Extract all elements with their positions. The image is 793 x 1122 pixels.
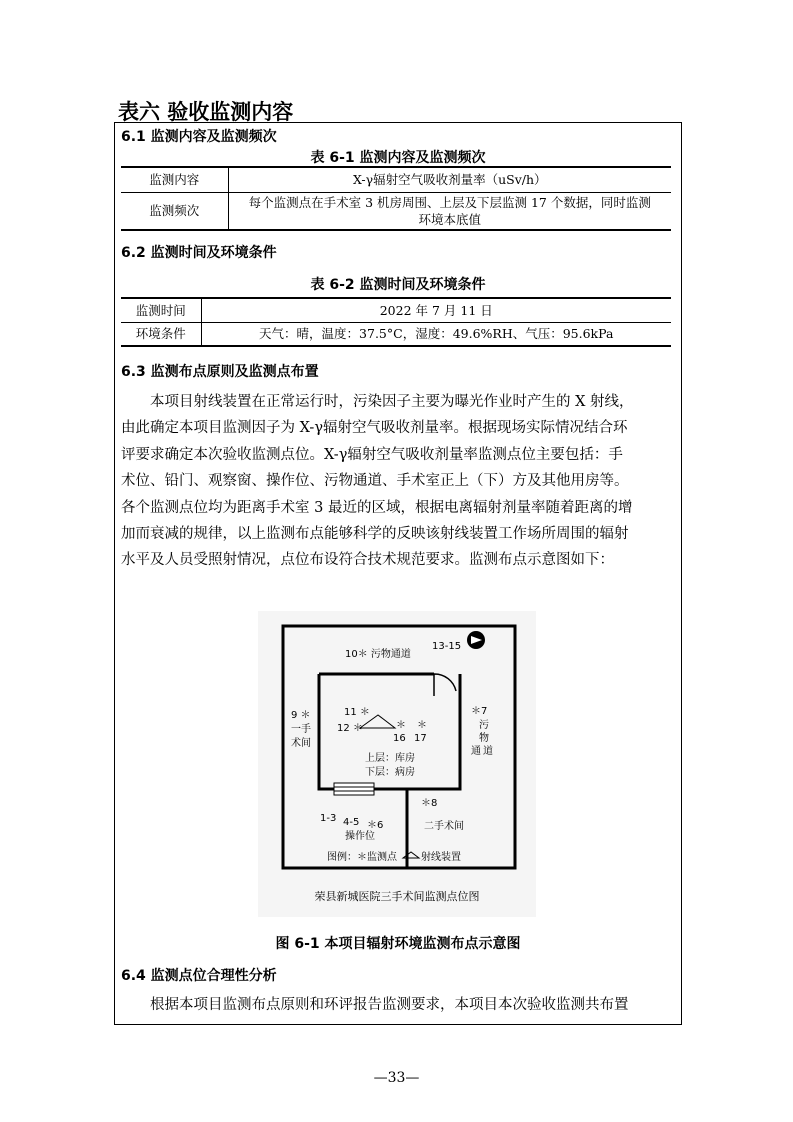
compass-icon (467, 631, 485, 649)
label-op-room-2: 二手术间 (424, 821, 464, 832)
table-row (121, 322, 671, 346)
label-lower-floor: 下层：病房 (365, 767, 415, 778)
paragraph-line: 评要求确定本次验收监测点位。X-γ辐射空气吸收剂量率监测点位主要包括：手 (121, 446, 623, 463)
paragraph-line: 加而衰减的规律，以上监测布点能够科学的反映该射线装置工作场所周围的辐射 (121, 526, 629, 543)
paragraph-line: 水平及人员受照射情况，点位布设符合技术规范要求。监测布点示意图如下： (121, 552, 614, 569)
label-point-17-mark: ＊ (417, 720, 427, 731)
table-cell-line: 环境本底值 (418, 211, 481, 227)
table-cell-label: 监测时间 (121, 298, 201, 322)
table-6-2 (121, 297, 671, 347)
paragraph-line: 各个监测点位均为距离手术室 3 最近的区域，根据电离辐射剂量率随着距离的增 (121, 499, 633, 516)
table-cell-label: 监测频次 (121, 192, 228, 230)
table-cell-value: 天气：晴，温度：37.5°C，湿度：49.6%RH、气压：95.6kPa (201, 322, 671, 346)
label-point-12: 12 ＊ (337, 723, 363, 734)
label-point-7: ＊7 (471, 706, 488, 717)
label-points-13-15: 13-15 (432, 641, 462, 652)
label-point-11: 11 ＊ (344, 707, 370, 718)
section-6-2-heading: 6.2 监测时间及环境条件 (121, 245, 277, 261)
label-operator-position: 操作位 (345, 831, 375, 842)
table-row (121, 167, 671, 192)
legend-monitoring-point: 图例：＊监测点 (327, 852, 397, 863)
table-cell-line: 每个监测点在手术室 3 机房周围、上层及下层监测 17 个数据，同时监测 (248, 194, 651, 210)
label-corridor-b: 物 (479, 733, 489, 744)
label-point-9: 9 ＊ (291, 710, 311, 721)
table-row (121, 192, 671, 230)
content-frame (114, 122, 682, 1025)
label-op-room-1-a: 一手 (291, 724, 311, 735)
label-point-16-mark: ＊ (396, 720, 406, 731)
label-point-6: ＊6 (367, 820, 384, 831)
page-number: —33— (373, 1070, 420, 1086)
label-point-8: ＊8 (421, 798, 438, 809)
label-op-room-1-b: 术间 (291, 738, 311, 749)
section-6-1-heading: 6.1 监测内容及监测频次 (121, 129, 277, 145)
paragraph-line: 术位、铅门、观察窗、操作位、污物通道、手术室正上（下）方及其他用房等。 (121, 473, 629, 490)
label-point-16: 16 (393, 733, 406, 744)
table-6-1 (121, 166, 671, 231)
paragraph-line: 根据本项目监测布点原则和环评报告监测要求，本项目本次验收监测共布置 (150, 997, 629, 1013)
label-point-10: 10＊ 污物通道 (345, 649, 411, 660)
table-6-2-caption: 表 6-2 监测时间及环境条件 (310, 277, 486, 293)
section-6-3-paragraph (121, 389, 677, 574)
legend-device-icon (403, 852, 419, 858)
paragraph-line: 本项目射线装置在正常运行时，污染因子主要为曝光作业时产生的 X 射线， (150, 394, 634, 410)
label-upper-floor: 上层：库房 (365, 753, 415, 764)
diagram-inner-title: 荣县新城医院三手术间监测点位图 (314, 890, 480, 903)
observation-window (334, 783, 374, 795)
label-points-1-3: 1-3 (320, 813, 337, 824)
section-6-4-paragraph (121, 992, 677, 1018)
table-row (121, 298, 671, 322)
label-corridor-d: 道 (483, 746, 493, 757)
legend-device: 射线装置 (421, 852, 461, 863)
label-point-17: 17 (414, 733, 427, 744)
table-cell-label: 监测内容 (121, 167, 228, 192)
label-points-4-5: 4-5 (343, 817, 360, 828)
page-title: 表六 验收监测内容 (118, 100, 294, 124)
paragraph-line: 由此确定本项目监测因子为 X-γ辐射空气吸收剂量率。根据现场实际情况结合环 (121, 420, 628, 437)
table-cell-value (228, 192, 671, 230)
section-6-3-heading: 6.3 监测布点原则及监测点布置 (121, 364, 319, 380)
floor-plan-svg (258, 611, 536, 917)
lead-door (434, 674, 456, 696)
label-corridor-c: 通 (471, 746, 481, 757)
table-6-1-caption: 表 6-1 监测内容及监测频次 (310, 150, 486, 166)
monitoring-point-diagram (258, 611, 536, 917)
section-6-4-heading: 6.4 监测点位合理性分析 (121, 968, 277, 984)
label-corridor-a: 污 (479, 720, 489, 731)
table-cell-value: 2022 年 7 月 11 日 (201, 298, 671, 322)
figure-6-1-caption: 图 6-1 本项目辐射环境监测布点示意图 (275, 936, 521, 952)
table-cell-value: X-γ辐射空气吸收剂量率（uSv/h） (228, 167, 671, 192)
table-cell-label: 环境条件 (121, 322, 201, 346)
